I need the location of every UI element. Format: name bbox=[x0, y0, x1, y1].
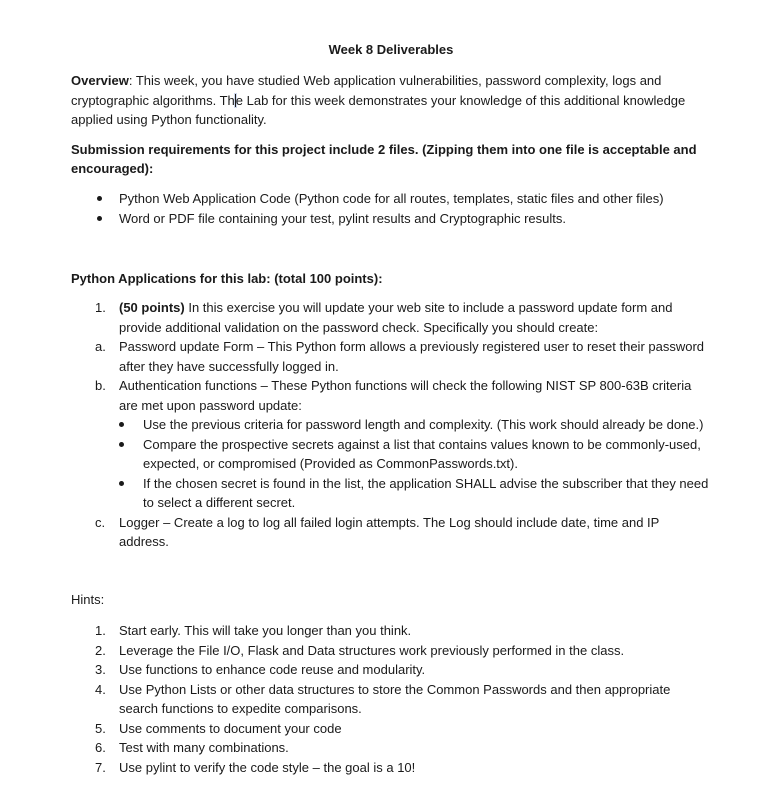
item-text: In this exercise you will update your web site to include a password update form and provide additional validation on the password check. Specifically you should create: bbox=[119, 300, 673, 335]
points-label: (50 points) bbox=[119, 300, 185, 315]
hint-text: Use functions to enhance code reuse and modularity. bbox=[119, 662, 426, 677]
hint-text: Use comments to document your code bbox=[119, 720, 342, 736]
list-marker: 1. bbox=[95, 300, 106, 315]
hint-item bbox=[71, 758, 711, 778]
list-marker: 7. bbox=[95, 759, 106, 775]
applications-list-continued bbox=[71, 513, 711, 552]
hints-list bbox=[71, 621, 711, 777]
list-marker: c. bbox=[95, 514, 106, 530]
list-item bbox=[71, 337, 711, 376]
item-text: Password update Form – This Python form allows a previously registered user to reset their password after they have successfully logged in. bbox=[119, 339, 705, 374]
list-item bbox=[71, 298, 711, 337]
overview-label: Overview bbox=[71, 73, 129, 88]
criteria-item: Use the previous criteria for password length and complexity. (This work should already be done.) bbox=[71, 415, 711, 435]
criteria-item: If the chosen secret is found in the list, the application SHALL advise the subscriber that they need to select a different secret. bbox=[71, 474, 711, 513]
hint-text: Use Python Lists or other data structures to store the Common Passwords and then appropriate search functions to expedite comparisons. bbox=[119, 681, 671, 716]
document-title: Week 8 Deliverables bbox=[328, 42, 454, 57]
hint-item bbox=[71, 660, 711, 680]
applications-list bbox=[71, 298, 711, 415]
overview-text-rest: e Lab for this week demonstrates your knowledge of this additional knowledge applied using Python functionality. bbox=[71, 92, 686, 127]
hints-label: Hints: bbox=[71, 591, 105, 607]
hint-text: Leverage the File I/O, Flask and Data structures work previously performed in the class. bbox=[119, 642, 625, 658]
hint-text: Use pylint to verify the code style – the goal is a 10! bbox=[119, 759, 416, 775]
submission-item: Python Web Application Code (Python code for all routes, templates, static files and other files) bbox=[71, 189, 711, 209]
submission-list bbox=[71, 189, 711, 229]
list-item bbox=[71, 513, 711, 552]
list-item bbox=[71, 376, 711, 415]
list-marker: a. bbox=[95, 339, 106, 354]
hint-item bbox=[71, 621, 711, 641]
hint-item bbox=[71, 719, 711, 739]
list-marker: 6. bbox=[95, 740, 106, 755]
submission-heading: Submission requirements for this project include 2 files. (Zipping them into one file is acceptable and encouraged): bbox=[71, 141, 697, 176]
criteria-list bbox=[71, 415, 711, 513]
list-marker: b. bbox=[95, 378, 106, 393]
list-marker: 5. bbox=[95, 720, 106, 736]
submission-item: Word or PDF file containing your test, pylint results and Cryptographic results. bbox=[71, 209, 711, 229]
document-page[interactable] bbox=[71, 40, 711, 777]
list-marker: 4. bbox=[95, 681, 106, 697]
hint-text: Test with many combinations. bbox=[119, 740, 289, 755]
item-text: Logger – Create a log to log all failed login attempts. The Log should include date, time and IP address. bbox=[119, 514, 660, 549]
applications-heading: Python Applications for this lab: (total 100 points): bbox=[71, 270, 383, 286]
hint-text: Start early. This will take you longer than you think. bbox=[119, 623, 412, 638]
list-marker: 1. bbox=[95, 623, 106, 638]
list-marker: 2. bbox=[95, 642, 106, 658]
overview-paragraph[interactable] bbox=[71, 71, 711, 130]
item-text: Authentication functions – These Python functions will check the following NIST SP 800-63B criteria are met upon password update: bbox=[119, 378, 692, 413]
overview-text: : This week, you have studied Web application vulnerabilities, password complexity, logs and cryptographic algorithms. Th bbox=[71, 73, 662, 108]
hint-item bbox=[71, 738, 711, 758]
hint-item bbox=[71, 641, 711, 661]
criteria-item: Compare the prospective secrets against a list that contains values known to be commonly-used, expected, or compromised (Provided as CommonPasswords.txt). bbox=[71, 435, 711, 474]
list-marker: 3. bbox=[95, 662, 106, 677]
hint-item bbox=[71, 680, 711, 719]
